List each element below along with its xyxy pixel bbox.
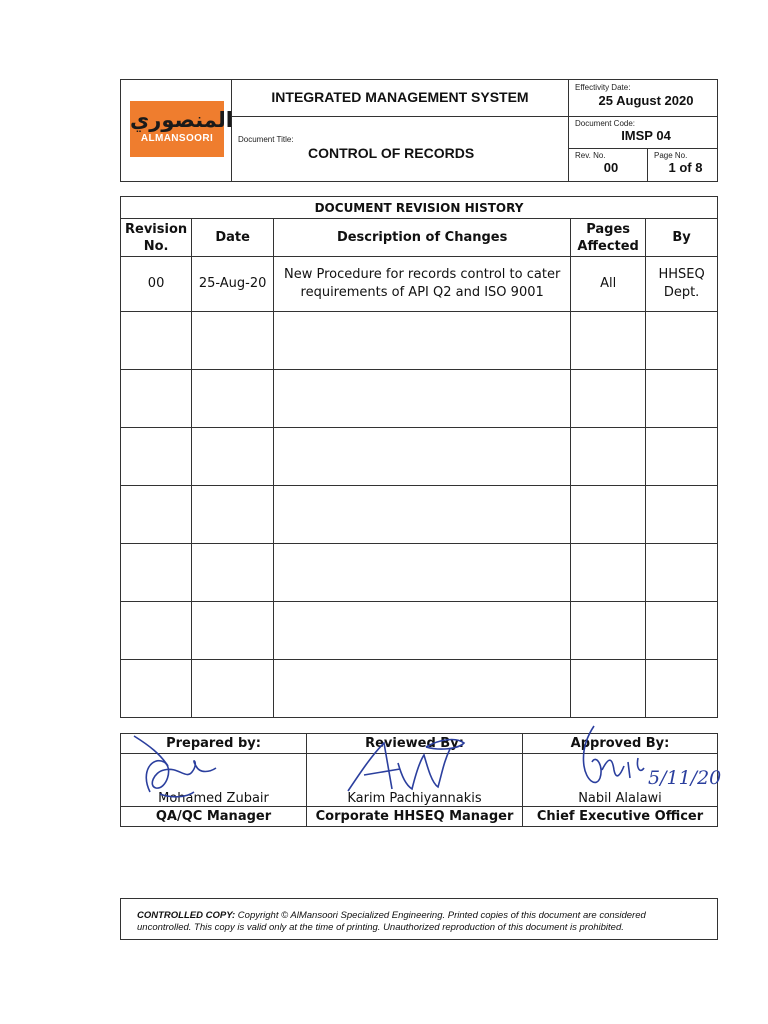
- table-row: [121, 312, 718, 370]
- prepared-label: Prepared by:: [121, 734, 307, 754]
- reviewed-name: Karim Pachiyannakis: [347, 791, 482, 806]
- rev-no-value: 00: [603, 160, 619, 175]
- logo-english-text: ALMANSOORI: [140, 133, 214, 144]
- col-header-by: By: [646, 219, 718, 257]
- page-no-value: 1 of 8: [668, 160, 703, 175]
- doc-code: IMSP 04: [621, 128, 671, 143]
- revision-history-table: [120, 196, 718, 718]
- system-title-cell: [232, 80, 569, 117]
- controlled-copy-lead: CONTROLLED COPY:: [137, 910, 236, 921]
- doc-title-label: Document Title:: [238, 135, 294, 144]
- page-no-cell: [648, 149, 718, 182]
- approved-label: Approved By:: [523, 734, 718, 754]
- doc-code-label: Document Code:: [575, 119, 636, 128]
- table-row: [121, 257, 718, 312]
- table-row: [121, 370, 718, 428]
- approved-role: Chief Executive Officer: [523, 807, 718, 827]
- cell-revision: 00: [121, 257, 192, 312]
- rev-no-label: Rev. No.: [575, 151, 606, 160]
- table-row: [121, 660, 718, 718]
- reviewed-role: Corporate HHSEQ Manager: [307, 807, 523, 827]
- controlled-copy-notice: [120, 898, 718, 940]
- controlled-copy-text: Copyright © AlMansoori Specialized Engineering. Printed copies of this document are considered uncontrolled. This copy is valid only at the time of printing. Unauthorized reproduction of this document is prohibited.: [137, 910, 646, 933]
- effectivity-label: Effectivity Date:: [575, 83, 631, 92]
- cell-by: HHSEQ Dept.: [646, 257, 718, 312]
- approved-name: Nabil Alalawi: [578, 791, 662, 806]
- page-no-label: Page No.: [654, 151, 688, 160]
- doc-code-cell: [569, 117, 718, 149]
- prepared-signature-scribble: [130, 732, 240, 808]
- doc-title-cell: [232, 117, 569, 182]
- effectivity-date: 25 August 2020: [598, 93, 694, 108]
- col-header-description: Description of Changes: [274, 219, 571, 257]
- logo-arabic-text: المنصوري: [130, 108, 233, 132]
- table-row: [121, 486, 718, 544]
- col-header-revision: Revision No.: [121, 219, 192, 257]
- revision-history-title: DOCUMENT REVISION HISTORY: [121, 197, 718, 219]
- cell-description: New Procedure for records control to cater requirements of API Q2 and ISO 9001: [274, 257, 571, 312]
- document-header: [120, 79, 718, 182]
- reviewed-label: Reviewed By:: [307, 734, 523, 754]
- logo-cell: [121, 80, 232, 182]
- table-row: [121, 544, 718, 602]
- cell-pages: All: [571, 257, 646, 312]
- almansoori-logo: [130, 101, 233, 157]
- rev-no-cell: [569, 149, 648, 182]
- system-title: INTEGRATED MANAGEMENT SYSTEM: [271, 89, 529, 105]
- effectivity-cell: [569, 80, 718, 117]
- table-row: [121, 602, 718, 660]
- prepared-name: Mohamed Zubair: [158, 791, 269, 806]
- approved-handwritten-date: 5/11/20: [648, 767, 722, 789]
- doc-title: CONTROL OF RECORDS: [308, 145, 475, 161]
- reviewed-signature-scribble: [330, 733, 480, 803]
- cell-date: 25-Aug-20: [192, 257, 274, 312]
- col-header-pages: Pages Affected: [571, 219, 646, 257]
- prepared-role: QA/QC Manager: [121, 807, 307, 827]
- col-header-date: Date: [192, 219, 274, 257]
- table-row: [121, 428, 718, 486]
- approved-signature-scribble: [566, 718, 722, 804]
